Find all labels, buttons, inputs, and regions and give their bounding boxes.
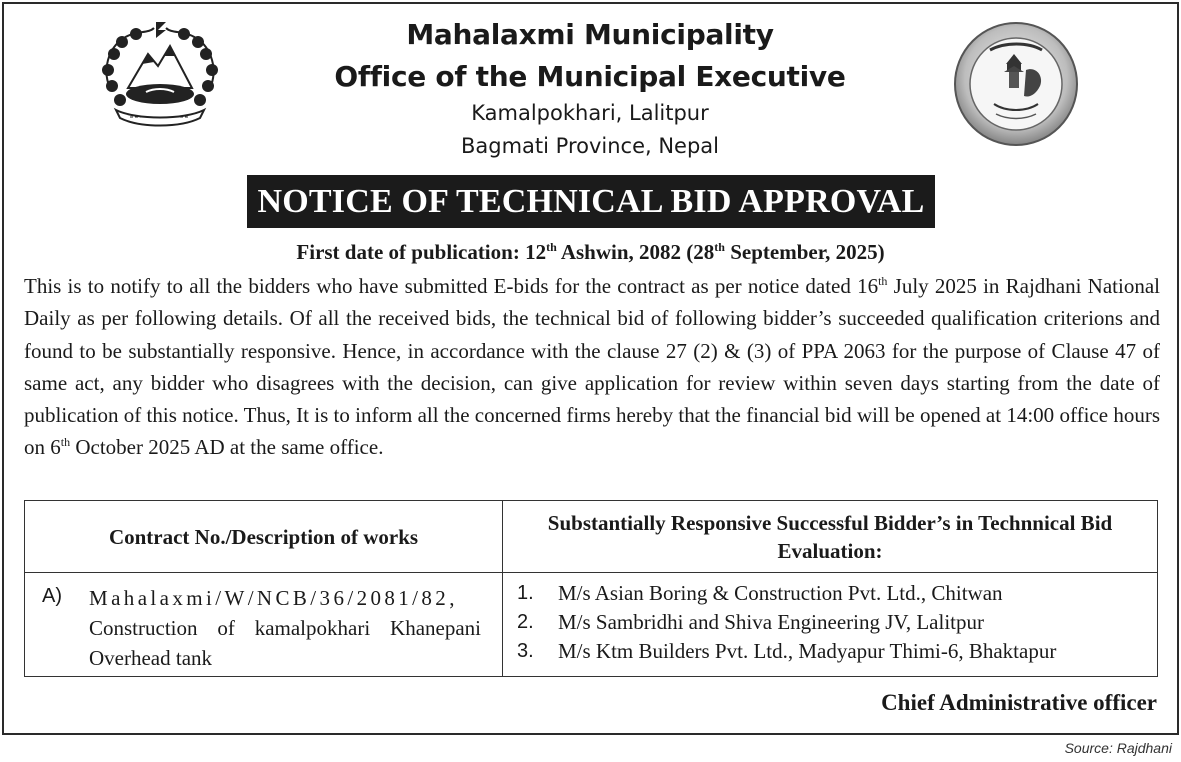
table-header-row <box>25 501 1158 573</box>
address-line-1: Kamalpokhari, Lalitpur <box>471 101 709 125</box>
mahalaxmi-municipality-seal-icon <box>950 20 1082 148</box>
contract-cell <box>25 573 503 677</box>
bidder-name: M/s Ktm Builders Pvt. Ltd., Madyapur Thimi-6, Bhaktapur <box>558 639 1057 663</box>
bidders-cell <box>503 573 1158 677</box>
bid-approval-table <box>24 500 1158 677</box>
municipality-name: Mahalaxmi Municipality <box>406 18 774 51</box>
column-header-contract: Contract No./Description of works <box>25 501 503 573</box>
contract-description <box>89 583 481 673</box>
bidder-name: M/s Asian Boring & Construction Pvt. Ltd., Chitwan <box>558 581 1003 605</box>
column-header-bidders: Substantially Responsive Successful Bidder’s in Technnical Bid Evaluation: <box>503 501 1158 573</box>
row-label: A) <box>42 585 62 607</box>
notice-title-banner: NOTICE OF TECHNICAL BID APPROVAL <box>247 175 935 228</box>
source-credit: Source: Rajdhani <box>1064 740 1172 756</box>
nepal-coat-of-arms-icon <box>96 18 224 130</box>
notice-body-paragraph: This is to notify to all the bidders who have submitted E-bids for the contract as per notice dated 16th July 2025 in Rajdhani National Daily as per following details. Of all the received bids, the technical bid of following bidder’s succeeded qualification criterions and found to be substantially responsive. Hence, in accordance with the clause 27 (2) & (3) of PPA 2063 for the purpose of Clause 47 of same act, any bidder who disagrees with the decision, can give application for review within seven days starting from the date of publication of this notice. Thus, It is to inform all the concerned firms hereby that the financial bid will be opened at 14:00 office hours on 6th October 2025 AD at the same office. <box>24 274 1160 460</box>
list-item: 2. M/s Sambridhi and Shiva Engineering JV, Lalitpur <box>503 608 1157 637</box>
list-item: 3. M/s Ktm Builders Pvt. Ltd., Madyapur Thimi-6, Bhaktapur <box>503 637 1157 666</box>
contract-work-description: Construction of kamalpokhari Khanepani Overhead tank <box>89 616 481 670</box>
publication-date: First date of publication: 12th Ashwin, 2082 (28th September, 2025) <box>296 240 885 264</box>
signature-title: Chief Administrative officer <box>881 690 1157 715</box>
bidder-name: M/s Sambridhi and Shiva Engineering JV, Lalitpur <box>558 610 984 634</box>
table-row <box>25 573 1158 677</box>
list-item: 1. M/s Asian Boring & Construction Pvt. Ltd., Chitwan <box>503 579 1157 608</box>
contract-number: Mahalaxmi/W/NCB/36/2081/82, <box>89 586 458 610</box>
address-line-2: Bagmati Province, Nepal <box>460 134 720 158</box>
office-name: Office of the Municipal Executive <box>334 60 846 93</box>
